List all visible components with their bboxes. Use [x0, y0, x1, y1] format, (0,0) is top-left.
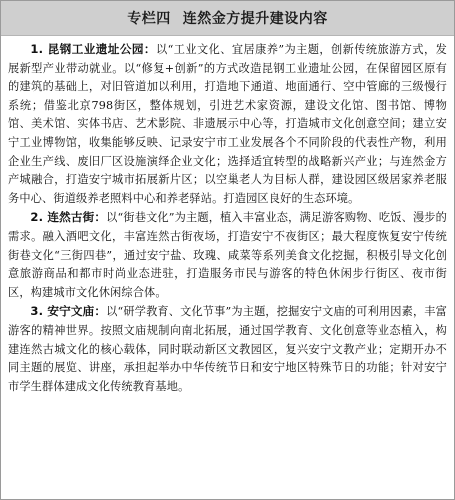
- panel-title-text: 连然金方提升建设内容: [182, 11, 328, 27]
- section-text: 以“街巷文化”为主题，植入丰富业态，满足游客购物、吃饭、漫步的需求。融入酒吧文化，丰富连然古街夜场，打造安宁不夜街区；最大程度恢复安宁传统街巷文化“三街四巷”，通过安宁盐、玫瑰、咸菜等系列美食文化挖掘，积极引导文化创意旅游商品和都市时尚业态进驻，打造服务市民与游客的特色休闲步行街区、夜市街区，构建城市文化休闲综合体。: [8, 211, 447, 299]
- section-lianran-old-street: [8, 208, 447, 302]
- section-text: 以“工业文化、宜居康养”为主题，创新传统旅游方式，发展新型产业带动就业。以“修复+创新”的方式改造昆钢工业遗址公园，在保留园区原有的建筑的基础上，对旧管道加以利用，打造地下通道、地面通行、空中管廊的三级慢行系统；借鉴北京798街区，整体规划，引进艺术家资源，建设文化馆、图书馆、博物馆、美术馆、实体书店、艺术影院、非遗展示中心等，打造城市文化创意空间；建立安宁工业博物馆，收集能够反映、记录安宁市工业发展各个不同阶段的代表性产物，利用企业生产线、废旧厂区设施演绎企业文化；选择适宜转型的战略新兴产业；与连然金方产城融合，打造安宁城市拓展新片区；以空巢老人为目标人群，建设园区级居家养老服务中心、街道级养老照料中心和养老驿站。打造园区良好的生态环境。: [8, 43, 447, 205]
- section-heading: 2. 连然古街：: [30, 210, 107, 225]
- section-kunming-steel-park: [8, 40, 447, 208]
- section-heading: 1. 昆钢工业遗址公园：: [30, 42, 156, 56]
- section-anning-temple: [8, 302, 447, 396]
- panel-title-tag: 专栏四: [127, 11, 171, 27]
- section-text: 以“研学教育、文化节事”为主题，挖掘安宁文庙的可利用因素，丰富游客的精神世界。按照文庙规制向南北拓展，通过国学教育、文化创意等业态植入，构建连然古城文化的核心载体，同时联动新区文教园区，复兴安宁文教产业；定期开办不同主题的展览、讲座，承担起举办中华传统节日和安宁地区特殊节日的功能；针对安宁市学生群体建成文化传统教育基地。: [8, 305, 447, 393]
- section-heading: 3. 安宁文庙：: [30, 304, 107, 319]
- panel-title: [1, 1, 454, 36]
- panel-body: [1, 36, 454, 396]
